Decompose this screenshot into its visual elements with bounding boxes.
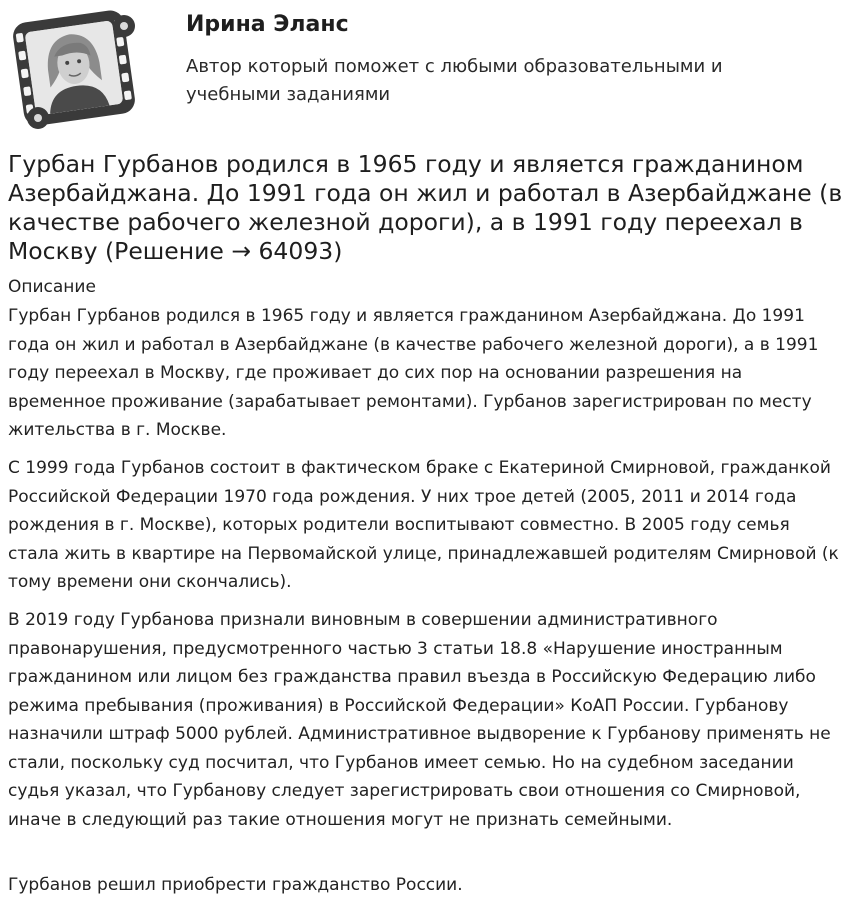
author-block (0, 0, 847, 140)
section-label: Описание (8, 277, 96, 297)
author-avatar[interactable] (4, 6, 144, 130)
author-description: Автор который поможет с любыми образовательными и учебными заданиями (186, 56, 723, 105)
page-title: Гурбан Гурбанов родился в 1965 году и является гражданином Азербайджана. До 1991 года он жил и работал в Азербайджане (в качестве рабочего железной дороги), а в 1991 году переехал в Москву (Решение → 64093) (8, 150, 843, 265)
author-name[interactable]: Ирина Эланс (186, 12, 349, 37)
description-paragraph: Гурбанов решил приобрести гражданство России. (8, 875, 463, 895)
description-paragraph: В 2019 году Гурбанова признали виновным в совершении административного правонарушения, предусмотренного частью 3 статьи 18.8 «Нарушение иностранным гражданином или лицом без гражданства правил въезда в Российскую Федерацию либо режима пребывания (проживания) в Российской Федерации» КоАП России. Гурбанову назначили штраф 5000 рублей. Административное выдворение к Гурбанову применять не стали, поскольку суд посчитал, что Гурбанов имеет семью. Но на судебном заседании судья указал, что Гурбанову следует зарегистрировать свои отношения со Смирновой, иначе в следующий раз такие отношения могут не признать семейными. (8, 610, 831, 830)
description-paragraph: Гурбан Гурбанов родился в 1965 году и является гражданином Азербайджана. До 1991 года он жил и работал в Азербайджане (в качестве рабочего железной дороги), а в 1991 году переехал в Москву, где проживает до сих пор на основании разрешения на временное проживание (зарабатывает ремонтами). Гурбанов зарегистрирован по месту жительства в г. Москве. (8, 306, 819, 440)
description-paragraph: С 1999 года Гурбанов состоит в фактическом браке с Екатериной Смирновой, гражданкой Российской Федерации 1970 года рождения. У них трое детей (2005, 2011 и 2014 года рождения в г. Москве), которых родители воспитывают совместно. В 2005 году семья стала жить в квартире на Первомайской улице, принадлежавшей родителям Смирновой (к тому времени они скончались). (8, 458, 839, 592)
